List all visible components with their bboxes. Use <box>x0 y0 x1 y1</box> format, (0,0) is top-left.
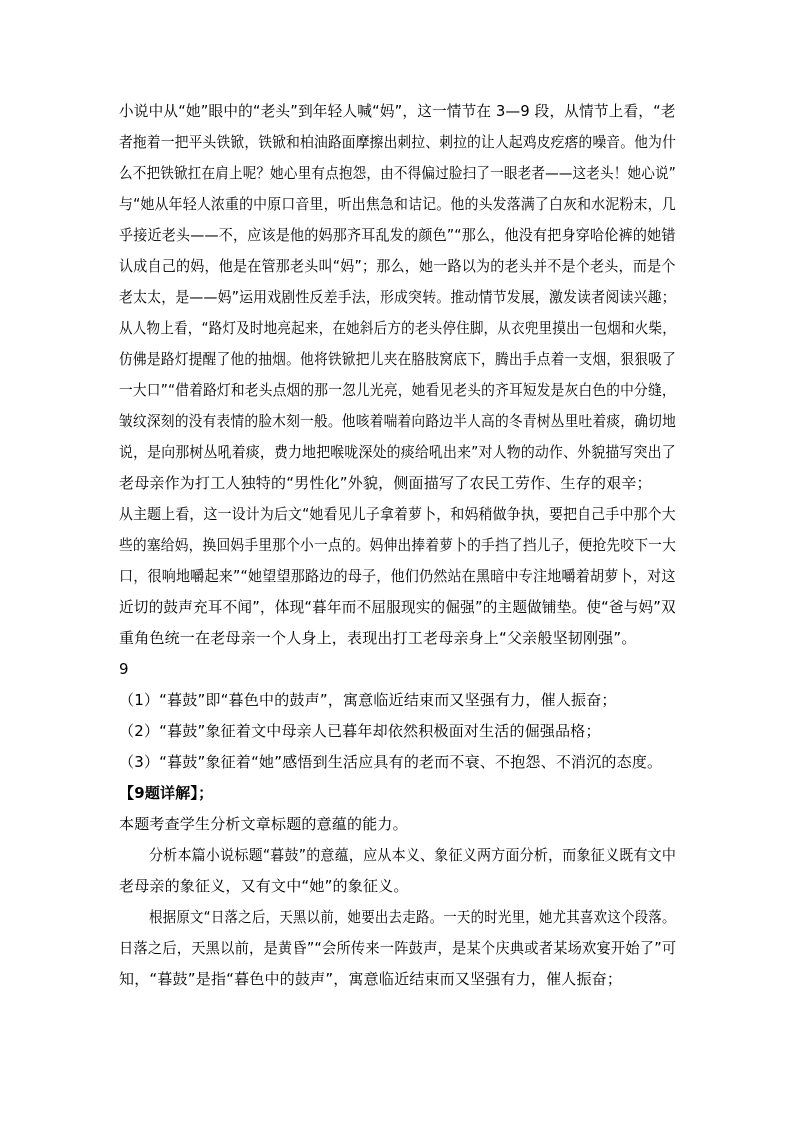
text-line: 老母亲的象征义，又有文中“她”的象征义。 <box>119 877 409 895</box>
answer-item: （3）“暮鼓”象征着“她”感悟到生活应具有的老而不衰、不抱怨、不消沉的态度。 <box>119 753 663 771</box>
text-line: 老太太，是——妈”运用戏剧性反差手法，形成突转。推动情节发展，激发读者阅读兴趣； <box>119 288 676 306</box>
text-line: 些的塞给妈，换回妈手里那个小一点的。妈伸出捧着萝卜的手挡了挡儿子，便抢先咬下一大 <box>119 536 677 554</box>
text-line: 知，“暮鼓”是指“暮色中的鼓声”，寓意临近结束而又坚强有力，催人振奋； <box>119 970 623 988</box>
text-line: 者拖着一把平头铁锨，铁锨和柏油路面摩擦出刺拉、刺拉的让人起鸡皮疙瘩的噪音。他为什 <box>119 133 677 151</box>
text-line: 一大口”“借着路灯和老头点烟的那一忽儿光亮，她看见老头的齐耳短发是灰白色的中分缝， <box>119 381 676 399</box>
text-line: 口，很响地嚼起来”“她望望那路边的母子，他们仍然站在黑暗中专注地嚼着胡萝卜，对这 <box>119 567 676 585</box>
text-line: 乎接近老头——不，应该是他的妈那齐耳乱发的颜色”“那么，他没有把身穿哈伦裤的她错 <box>119 226 676 244</box>
text-line: 老母亲作为打工人独特的“男性化”外貌，侧面描写了农民工劳作、生存的艰辛； <box>119 474 652 492</box>
text-line: 从主题上看，这一设计为后文“她看见儿子拿着萝卜，和妈稍做争执，要把自己手中那个大 <box>119 505 676 523</box>
text-line: 皱纹深刻的没有表情的脸木刻一般。他咳着喘着向路边半人高的冬青树丛里吐着痰，确切地 <box>119 412 677 430</box>
text-line: 认成自己的妈，他是在管那老头叫“妈”；那么，她一路以为的老头并不是个老头，而是个 <box>119 257 676 275</box>
text-line: 么不把铁锨扛在肩上呢？她心里有点抱怨，由不得偏过脸扫了一眼老者——这老头！她心说” <box>119 164 676 182</box>
text-line: 日落之后，天黑以前，是黄昏”“会所传来一阵鼓声，是某个庆典或者某场欢宴开始了”可 <box>119 939 677 957</box>
text-line: 说，是向那树丛吼着痰，费力地把喉咙深处的痰给吼出来”对人物的动作、外貌描写突出了 <box>119 443 676 461</box>
section-heading: 【9题详解】； <box>119 784 214 802</box>
text-line: 近切的鼓声充耳不闻”，体现“暮年而不屈服现实的倔强”的主题做铺垫。使“爸与妈”双 <box>119 598 676 616</box>
answer-item: （2）“暮鼓”象征着文中母亲人已暮年却依然积极面对生活的倔强品格； <box>119 722 601 740</box>
text-line: 小说中从“她”眼中的“老头”到年轻人喊“妈”，这一情节在 3—9 段，从情节上看，“老 <box>119 102 676 120</box>
text-line: 本题考查学生分析文章标题的意蕴的能力。 <box>119 815 408 833</box>
text-line: 重角色统一在老母亲一个人身上，表现出打工老母亲身上“父亲般坚韧刚强”。 <box>119 629 637 647</box>
text-line: 与“她从年轻人浓重的中原口音里，听出焦急和诘记。他的头发落满了白灰和水泥粉末，几 <box>119 195 676 213</box>
text-line: 仿佛是路灯提醒了他的抽烟。他将铁锨把儿夹在胳肢窝底下，腾出手点着一支烟，狠狠吸了 <box>119 350 677 368</box>
text-line: 分析本篇小说标题“暮鼓”的意蕴，应从本义、象征义两方面分析，而象征义既有文中 <box>149 846 677 864</box>
question-number: 9 <box>119 660 129 678</box>
text-line: 从人物上看，“路灯及时地亮起来，在她斜后方的老头停住脚，从衣兜里摸出一包烟和火柴， <box>119 319 676 337</box>
text-line: 根据原文“日落之后，天黑以前，她要出去走路。一天的时光里，她尤其喜欢这个段落。 <box>149 908 676 926</box>
answer-item: （1）“暮鼓”即“暮色中的鼓声”，寓意临近结束而又坚强有力，催人振奋； <box>119 691 617 709</box>
